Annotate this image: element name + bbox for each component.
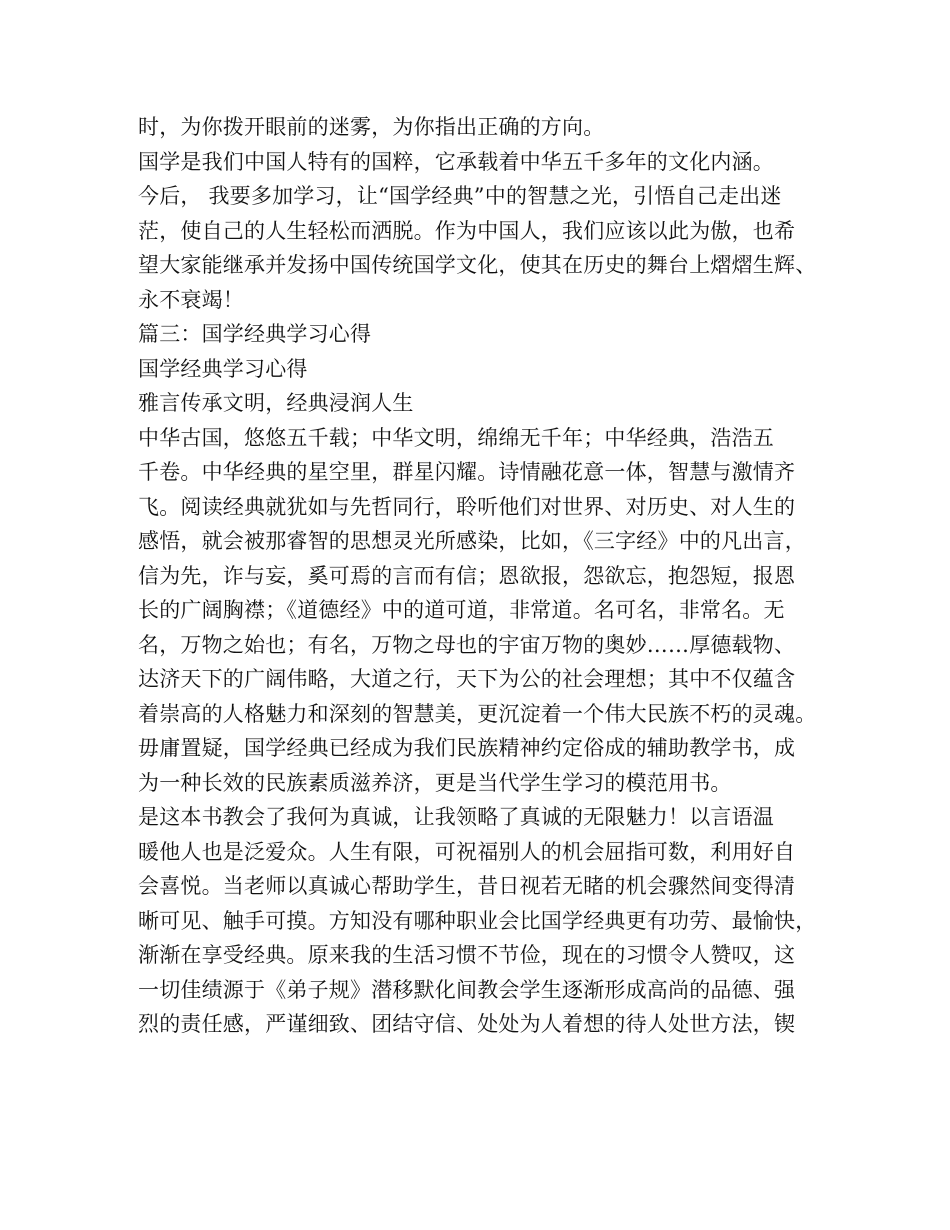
text-line: 望大家能继承并发扬中国传统国学文化，使其在历史的舞台上熠熠生辉、 (138, 253, 817, 277)
text-line: 一切佳绩源于《弟子规》潜移默化间教会学生逐渐形成高尚的品德、强 (138, 977, 796, 1002)
text-line: 毋庸置疑，国学经典已经成为我们民族精神约定俗成的辅助教学书，成 (138, 736, 796, 760)
text-line: 晰可见、触手可摸。方知没有哪种职业会比国学经典更有功劳、最愉快， (138, 908, 817, 933)
text-line: 飞。阅读经典就犹如与先哲同行，聆听他们对世界、对历史、对人生的 (138, 494, 796, 519)
document-page (138, 110, 818, 1042)
text-line: 感悟，就会被那睿智的思想灵光所感染，比如，《三字经》中的凡出言， (138, 529, 806, 553)
text-line: 时，为你拨开眼前的迷雾，为你指出正确的方向。 (138, 115, 605, 139)
text-line: 中华古国，悠悠五千载；中华文明，绵绵无千年；中华经典，浩浩五 (138, 425, 774, 450)
text-line: 渐渐在享受经典。原来我的生活习惯不节俭，现在的习惯令人赞叹，这 (138, 943, 796, 967)
article-subtitle: 雅言传承文明，经典浸润人生 (138, 391, 414, 415)
text-line: 是这本书教会了我何为真诚，让我领略了真诚的无限魅力！以言语温 (138, 805, 774, 829)
text-line: 长的广阔胸襟；《道德经》中的道可道，非常道。名可名，非常名。无 (138, 598, 785, 622)
text-line: 为一种长效的民族素质滋养济，更是当代学生学习的模范用书。 (138, 770, 732, 795)
text-line: 信为先，诈与妄，奚可焉的言而有信；恩欲报，怨欲忘，抱怨短，报恩 (138, 563, 796, 588)
text-line: 会喜悦。当老师以真诚心帮助学生，昔日视若无睹的机会骤然间变得清 (138, 874, 796, 898)
text-line: 着崇高的人格魅力和深刻的智慧美，更沉淀着一个伟大民族不朽的灵魂。 (138, 701, 817, 726)
text-line: 达济天下的广阔伟略，大道之行，天下为公的社会理想；其中不仅蕴含 (138, 667, 796, 691)
text-line: 国学是我们中国人特有的国粹，它承载着中华五千多年的文化内涵。 (138, 149, 774, 174)
text-line: 今后， 我要多加学习，让“国学经典”中的智慧之光，引悟自己走出迷 (138, 184, 782, 208)
section-heading: 篇三：国学经典学习心得 (138, 322, 372, 346)
text-line: 千卷。中华经典的星空里，群星闪耀。诗情融花意一体，智慧与激情齐 (138, 460, 796, 484)
text-line: 永不衰竭！ (138, 287, 244, 312)
text-line: 名，万物之始也；有名，万物之母也的宇宙万物的奥妙……厚德载物、 (138, 632, 796, 657)
text-line: 烈的责任感，严谨细致、团结守信、处处为人着想的待人处世方法，锲 (138, 1012, 796, 1036)
text-line: 茫，使自己的人生轻松而洒脱。作为中国人，我们应该以此为傲，也希 (138, 218, 796, 243)
article-title: 国学经典学习心得 (138, 356, 308, 381)
text-line: 暖他人也是泛爱众。人生有限，可祝福别人的机会屈指可数，利用好自 (138, 839, 796, 864)
